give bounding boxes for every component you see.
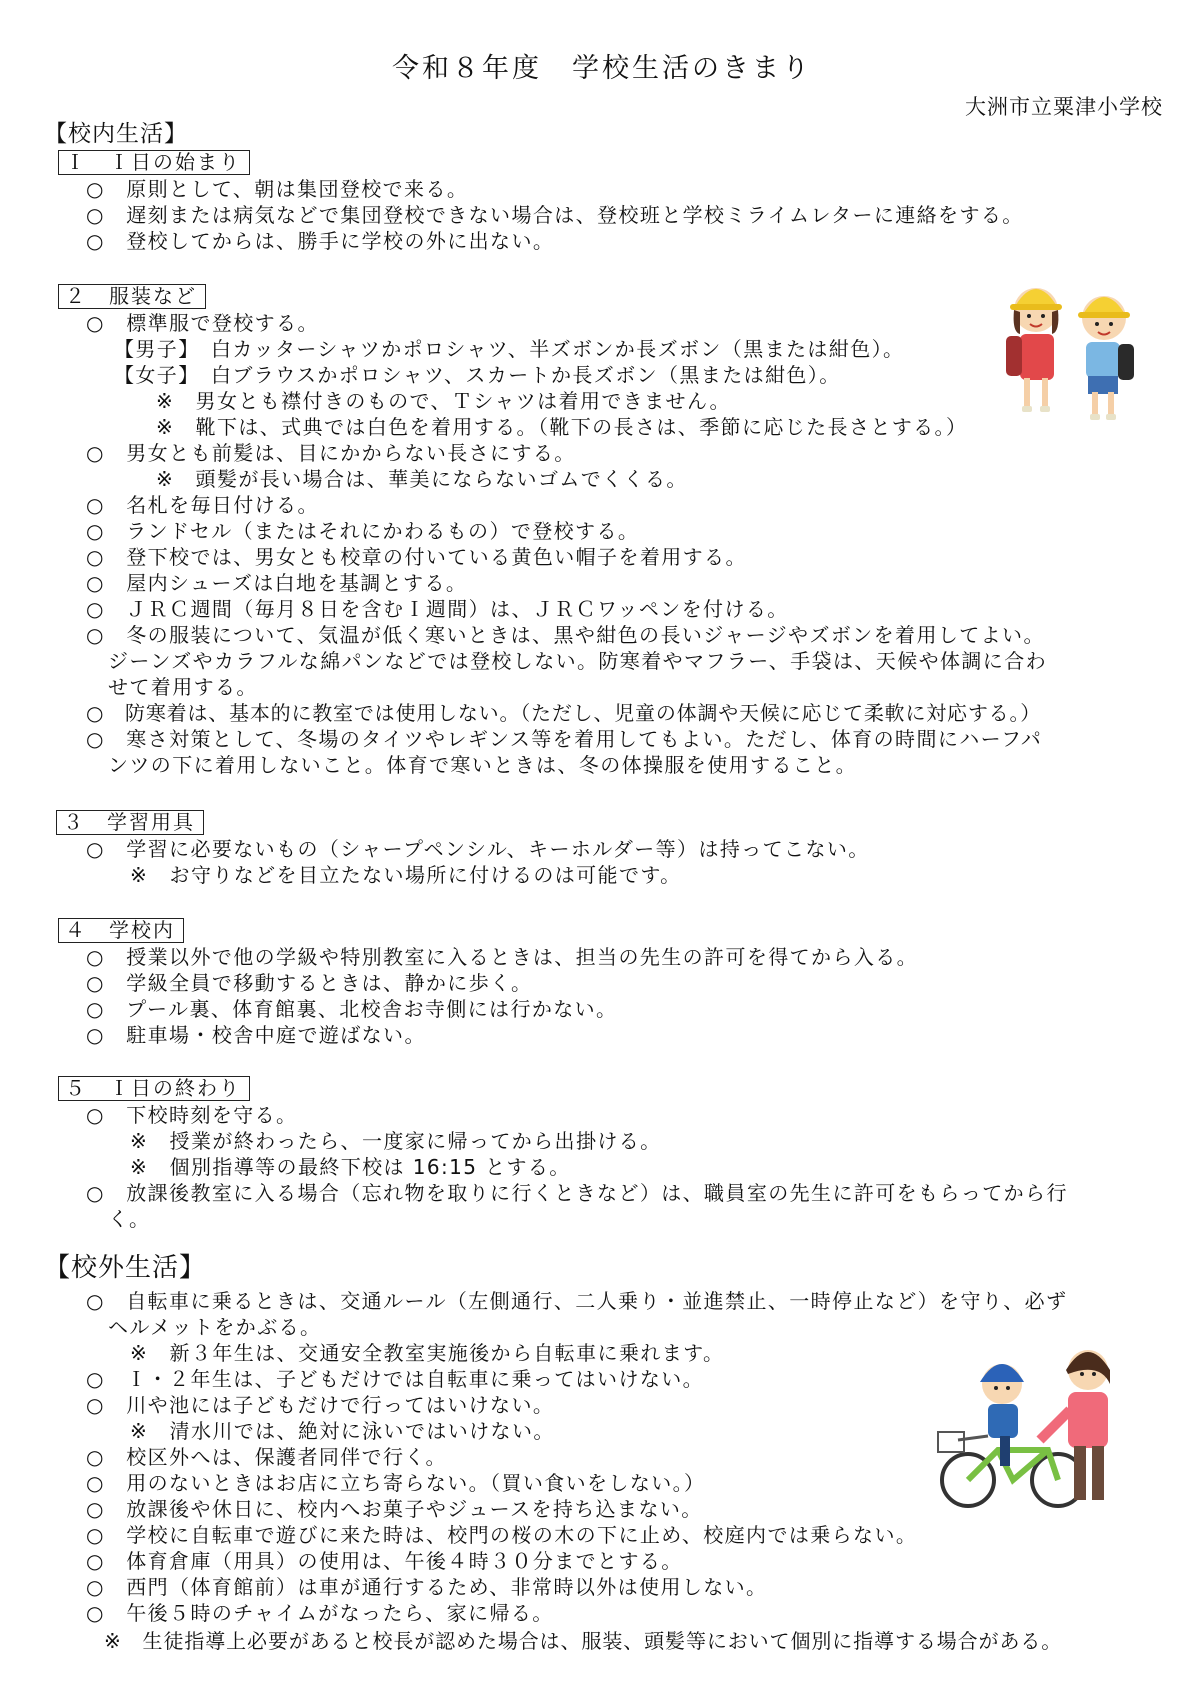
section-2-heading: ２ 服装など [58, 284, 206, 309]
section-1-line-3: ○ 登校してからは、勝手に学校の外に出ない。 [86, 229, 555, 253]
bicycle-child-adult-illustration [928, 1340, 1138, 1520]
out-line-12: ○ 西門（体育館前）は車が通行するため、非常時以外は使用しない。 [86, 1575, 768, 1599]
out-line-9: ○ 放課後や休日に、校内へお菓子やジュースを持ち込まない。 [86, 1497, 703, 1521]
section-2-line-9: ○ ランドセル（またはそれにかわるもの）で登校する。 [86, 519, 640, 543]
out-line-10: ○ 学校に自転車で遊びに来た時は、校門の桜の木の下に止め、校庭内では乗らない。 [86, 1523, 918, 1547]
out-school-section-header: 【校外生活】 [44, 1253, 207, 1283]
out-line-2: ヘルメットをかぶる。 [108, 1315, 322, 1339]
section-2-line-11: ○ 屋内シューズは白地を基調とする。 [86, 571, 468, 595]
section-2-line-7: ※ 頭髪が長い場合は、華美にならないゴムでくくる。 [156, 467, 688, 491]
section-5-line-2: ※ 授業が終わったら、一度家に帰ってから出掛ける。 [130, 1129, 662, 1153]
girl-figure [1006, 288, 1062, 412]
section-2-line-18: ンツの下に着用しないこと。体育で寒いときは、冬の体操服を使用すること。 [108, 753, 857, 777]
out-line-7: ○ 校区外へは、保護者同伴で行く。 [86, 1445, 447, 1469]
section-1-line-1: ○ 原則として、朝は集団登校で来る。 [86, 177, 469, 201]
out-line-4: ○ Ｉ・２年生は、子どもだけでは自転車に乗ってはいけない。 [86, 1367, 705, 1391]
section-2-line-15: せて着用する。 [108, 675, 258, 699]
section-5-heading: ５ Ｉ日の終わり [58, 1076, 250, 1101]
section-3-line-2: ※ お守りなどを目立たない場所に付けるのは可能です。 [130, 863, 682, 887]
section-5-line-1: ○ 下校時刻を守る。 [86, 1103, 298, 1127]
section-2-line-5: ※ 靴下は、式典では白色を着用する。（靴下の長さは、季節に応じた長さとする。） [156, 415, 968, 439]
out-line-13: ○ 午後５時のチャイムがなったら、家に帰る。 [86, 1601, 554, 1625]
section-3-line-1: ○ 学習に必要ないもの（シャープペンシル、キーホルダー等）は持ってこない。 [86, 837, 870, 861]
section-3-heading: ３ 学習用具 [56, 810, 204, 835]
section-2-line-17: ○ 寒さ対策として、冬場のタイツやレギンス等を着用してもよい。ただし、体育の時間にハーフパ [86, 727, 1043, 751]
boy-figure [1078, 296, 1134, 420]
section-5-line-3: ※ 個別指導等の最終下校は 16:15 とする。 [130, 1155, 571, 1179]
section-2-line-2: 【男子】 白カッターシャツかポロシャツ、半ズボンか長ズボン（黒または紺色）。 [114, 337, 905, 361]
section-2-line-12: ○ ＪＲＣ週間（毎月８日を含むＩ週間）は、ＪＲＣワッペンを付ける。 [86, 597, 789, 621]
section-2-line-3: 【女子】 白ブラウスかポロシャツ、スカートか長ズボン（黒または紺色）。 [114, 363, 841, 387]
section-2-line-1: ○ 標準服で登校する。 [86, 311, 319, 335]
in-school-section-header: 【校内生活】 [44, 121, 188, 147]
section-4-line-1: ○ 授業以外で他の学級や特別教室に入るときは、担当の先生の許可を得てから入る。 [86, 945, 919, 969]
out-line-3: ※ 新３年生は、交通安全教室実施後から自転車に乗れます。 [130, 1341, 725, 1365]
section-2-line-10: ○ 登下校では、男女とも校章の付いている黄色い帽子を着用する。 [86, 545, 747, 569]
section-5-line-5: く。 [108, 1207, 151, 1231]
section-4-line-3: ○ プール裏、体育館裏、北校舎お寺側には行かない。 [86, 997, 618, 1021]
children-yellow-hats-illustration [996, 272, 1156, 452]
out-line-8: ○ 用のないときはお店に立ち寄らない。（買い食いをしない。） [86, 1471, 706, 1495]
section-2-line-8: ○ 名札を毎日付ける。 [86, 493, 319, 517]
section-4-heading: ４ 学校内 [58, 918, 184, 943]
section-4-line-4: ○ 駐車場・校舎中庭で遊ばない。 [86, 1023, 426, 1047]
out-line-5: ○ 川や池には子どもだけで行ってはいけない。 [86, 1393, 555, 1417]
school-name: 大洲市立粟津小学校 [965, 95, 1163, 119]
section-2-line-4: ※ 男女とも襟付きのもので、Ｔシャツは着用できません。 [156, 389, 731, 413]
adult-helper [1040, 1350, 1110, 1500]
out-line-1: ○ 自転車に乗るときは、交通ルール（左側通行、二人乗り・並進禁止、一時停止など）を守り、必ず [86, 1289, 1068, 1313]
out-line-14: ※ 生徒指導上必要があると校長が認めた場合は、服装、頭髪等において個別に指導する場合がある。 [104, 1629, 1063, 1653]
section-2-line-6: ○ 男女とも前髪は、目にかからない長さにする。 [86, 441, 576, 465]
out-line-11: ○ 体育倉庫（用具）の使用は、午後４時３０分までとする。 [86, 1549, 683, 1573]
page-title: 令和８年度 学校生活のきまり [392, 53, 812, 84]
bicycle [938, 1432, 1084, 1506]
section-1-heading: Ｉ Ｉ日の始まり [58, 150, 250, 175]
out-line-6: ※ 清水川では、絶対に泳いではいけない。 [130, 1419, 555, 1443]
section-2-line-16: ○ 防寒着は、基本的に教室では使用しない。（ただし、児童の体調や天候に応じて柔軟に対応する。） [86, 701, 1042, 725]
section-4-line-2: ○ 学級全員で移動するときは、静かに歩く。 [86, 971, 533, 995]
section-2-line-14: ジーンズやカラフルな綿パンなどでは登校しない。防寒着やマフラー、手袋は、天候や体調に合わ [108, 649, 1047, 673]
section-5-line-4: ○ 放課後教室に入る場合（忘れ物を取りに行くときなど）は、職員室の先生に許可をもらってから行 [86, 1181, 1068, 1205]
section-2-line-13: ○ 冬の服装について、気温が低く寒いときは、黒や紺色の長いジャージやズボンを着用してよい。 [86, 623, 1045, 647]
section-1-line-2: ○ 遅刻または病気などで集団登校できない場合は、登校班と学校ミライムレターに連絡をする。 [86, 203, 1024, 227]
